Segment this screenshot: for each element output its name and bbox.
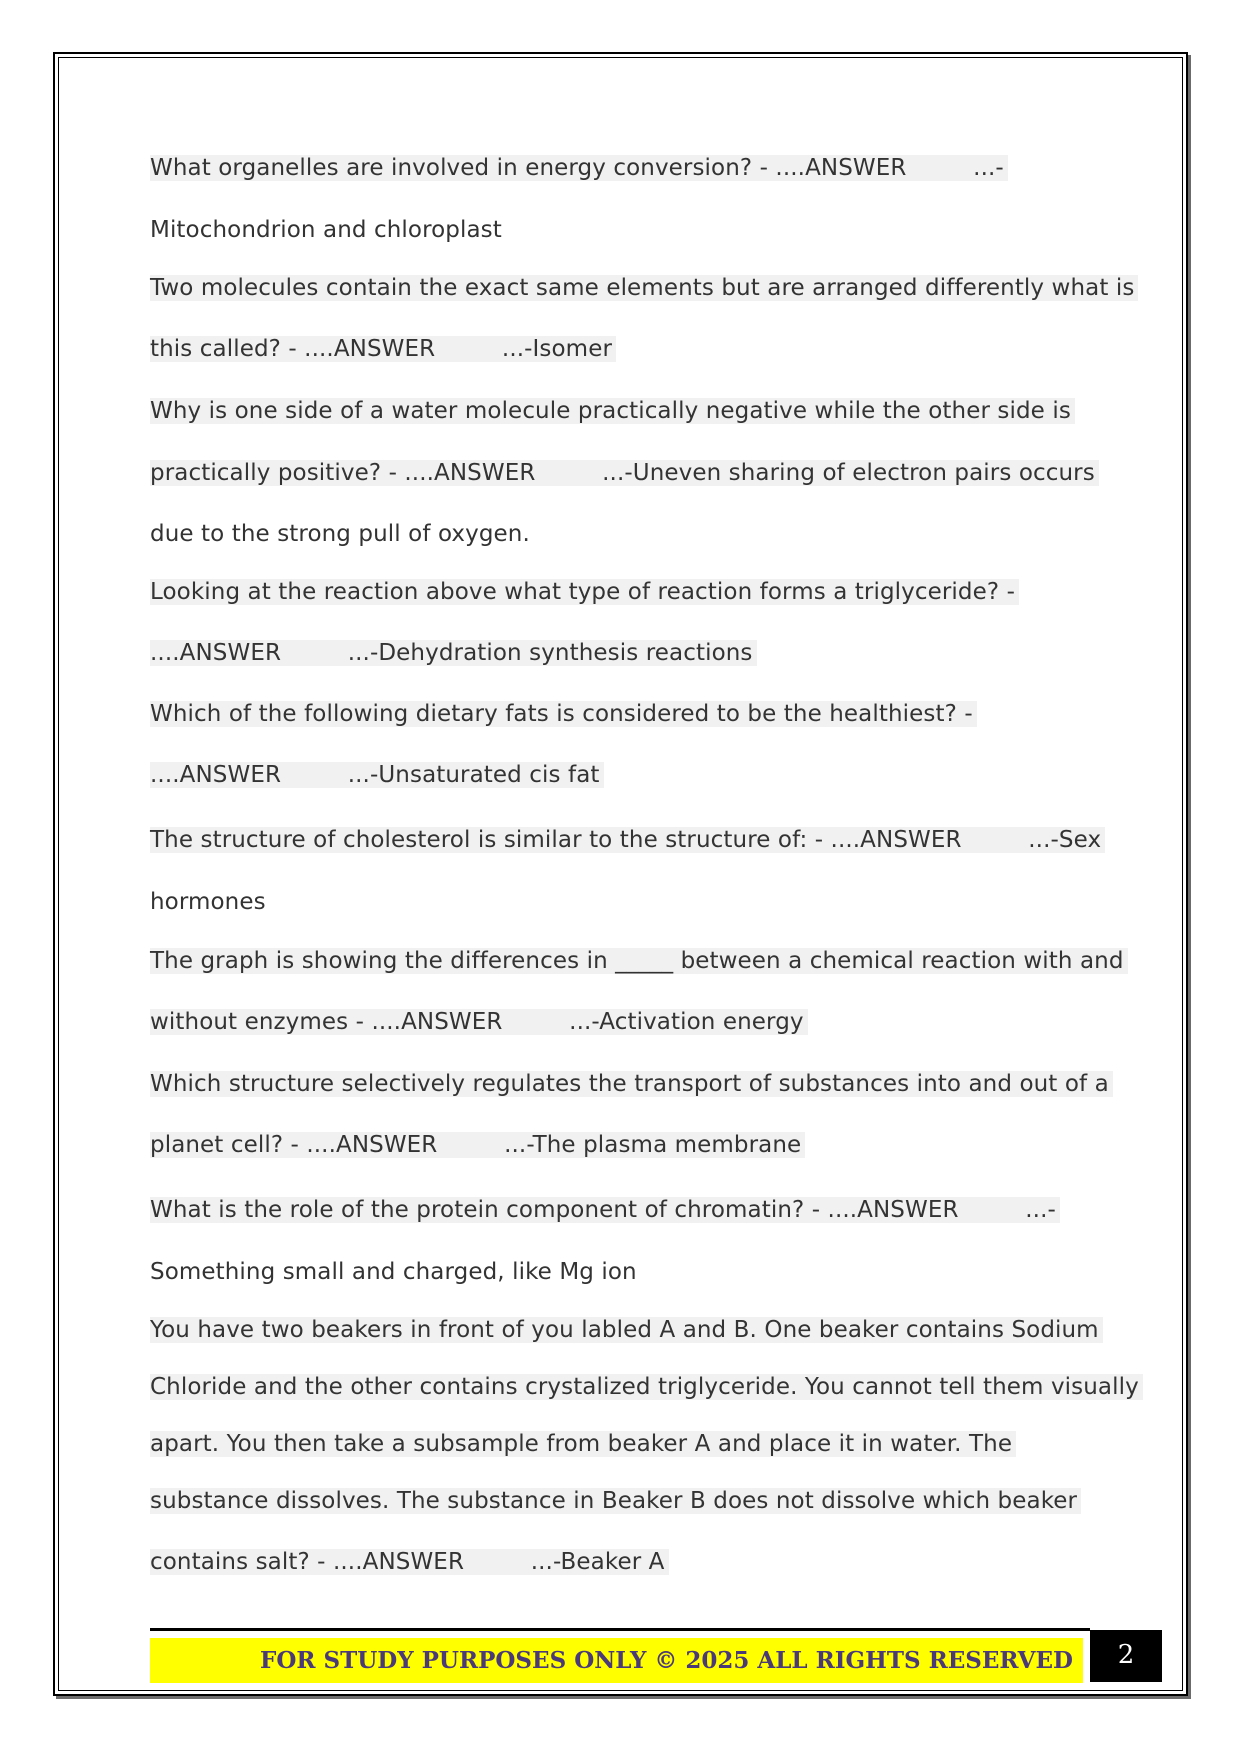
qa-line-12 [150, 823, 1105, 857]
qa-line-19 [150, 1255, 637, 1289]
qa-line-3 [150, 271, 1138, 305]
qa-line-1 [150, 151, 1008, 185]
qa-text: apart. You then take a subsample from beaker A and place it in water. The [150, 1431, 1016, 1457]
qa-line-10 [150, 697, 977, 731]
qa-line-2 [150, 213, 502, 247]
qa-line-11 [150, 758, 604, 792]
qa-text: What organelles are involved in energy conversion? - ....ANSWER ...- [150, 155, 1008, 181]
qa-line-23 [150, 1484, 1081, 1518]
page-number: 2 [1090, 1630, 1162, 1682]
qa-line-6 [150, 456, 1099, 490]
qa-text: What is the role of the protein component of chromatin? - ....ANSWER ...- [150, 1197, 1060, 1223]
qa-line-14 [150, 944, 1128, 978]
qa-text: The graph is showing the differences in _____ between a chemical reaction with and [150, 948, 1128, 974]
qa-line-5 [150, 394, 1075, 428]
qa-line-13 [150, 885, 266, 919]
qa-line-8 [150, 575, 1019, 609]
qa-text: Looking at the reaction above what type of reaction forms a triglyceride? - [150, 579, 1019, 605]
qa-text: Why is one side of a water molecule practically negative while the other side is [150, 398, 1075, 424]
qa-line-17 [150, 1128, 805, 1162]
qa-text: Chloride and the other contains crystalized triglyceride. You cannot tell them visually [150, 1374, 1143, 1400]
qa-line-24 [150, 1545, 669, 1579]
qa-text: Which structure selectively regulates the transport of substances into and out of a [150, 1071, 1113, 1097]
qa-text: without enzymes - ....ANSWER ...-Activation energy [150, 1009, 808, 1035]
qa-text: ....ANSWER ...-Dehydration synthesis reactions [150, 640, 757, 666]
qa-text: Which of the following dietary fats is considered to be the healthiest? - [150, 701, 977, 727]
qa-text: planet cell? - ....ANSWER ...-The plasma membrane [150, 1132, 805, 1158]
qa-text: this called? - ....ANSWER ...-Isomer [150, 336, 616, 362]
qa-text: hormones [150, 889, 266, 915]
qa-text: Something small and charged, like Mg ion [150, 1259, 637, 1285]
qa-line-18 [150, 1193, 1060, 1227]
qa-text: Mitochondrion and chloroplast [150, 217, 502, 243]
qa-line-4 [150, 332, 616, 366]
qa-text: contains salt? - ....ANSWER ...-Beaker A [150, 1549, 669, 1575]
qa-text: You have two beakers in front of you labled A and B. One beaker contains Sodium [150, 1317, 1103, 1343]
qa-text: Two molecules contain the exact same elements but are arranged differently what is [150, 275, 1138, 301]
footer-notice: FOR STUDY PURPOSES ONLY © 2025 ALL RIGHTS RESERVED [260, 1647, 1073, 1674]
qa-line-16 [150, 1067, 1113, 1101]
qa-text: due to the strong pull of oxygen. [150, 521, 530, 547]
qa-line-20 [150, 1313, 1103, 1347]
qa-text: substance dissolves. The substance in Beaker B does not dissolve which beaker [150, 1488, 1081, 1514]
footer-divider [150, 1628, 1090, 1631]
qa-line-7 [150, 517, 530, 551]
qa-line-21 [150, 1370, 1143, 1404]
qa-text: ....ANSWER ...-Unsaturated cis fat [150, 762, 604, 788]
qa-line-22 [150, 1427, 1016, 1461]
qa-line-9 [150, 636, 757, 670]
qa-text: practically positive? - ....ANSWER ...-Uneven sharing of electron pairs occurs [150, 460, 1099, 486]
qa-text: The structure of cholesterol is similar to the structure of: - ....ANSWER ...-Sex [150, 827, 1105, 853]
qa-line-15 [150, 1005, 808, 1039]
